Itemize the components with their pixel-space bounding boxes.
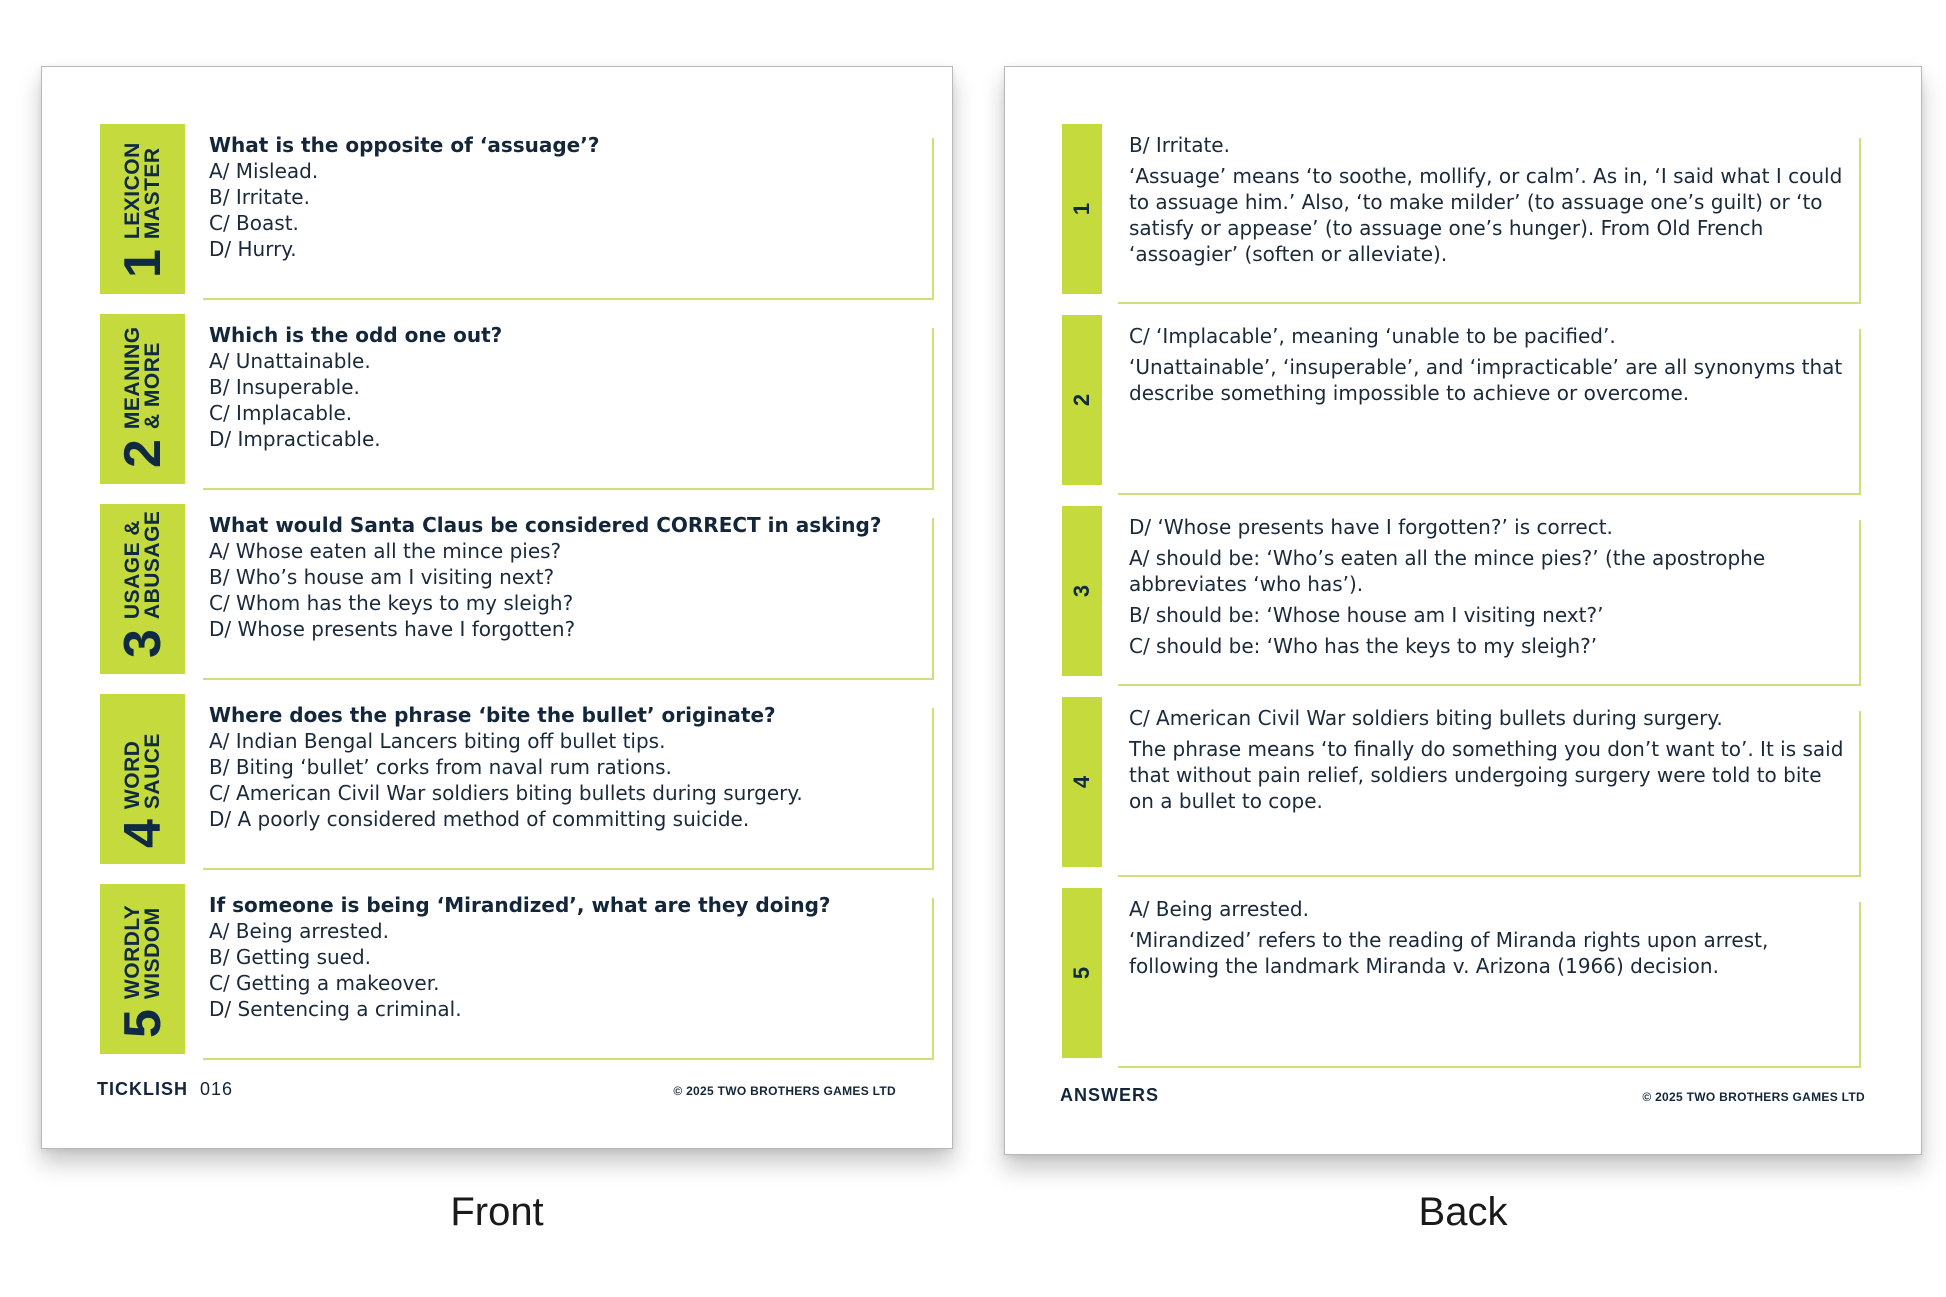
- answer-explanation: C/ should be: ‘Who has the keys to my sleigh?’: [1129, 634, 1598, 658]
- answer-number: 3: [1069, 584, 1094, 598]
- card-code: 016: [200, 1079, 234, 1099]
- answers-label: ANSWERS: [1060, 1085, 1160, 1105]
- answer-row: [1005, 831, 1921, 1021]
- option-b: B/ Irritate.: [209, 185, 310, 209]
- category-label: MEANING & MORE: [120, 326, 164, 430]
- question-number: 1: [113, 249, 172, 278]
- question-number: 3: [113, 629, 172, 658]
- option-c: C/ Whom has the keys to my sleigh?: [209, 591, 574, 615]
- answer-text: D/ ‘Whose presents have I forgotten?’ is correct.: [1129, 515, 1613, 539]
- option-a: A/ Being arrested.: [209, 919, 389, 943]
- back-caption: Back: [1418, 1190, 1508, 1234]
- question-block: [209, 322, 909, 452]
- option-b: B/ Who’s house am I visiting next?: [209, 565, 555, 589]
- option-d: D/ Hurry.: [209, 237, 297, 261]
- category-tag: [100, 884, 185, 1054]
- answer-block: [1129, 896, 1844, 984]
- option-a: A/ Mislead.: [209, 159, 319, 183]
- answer-row: [1005, 67, 1921, 266]
- option-c: C/ Boast.: [209, 211, 299, 235]
- question-text: Where does the phrase ‘bite the bullet’ originate?: [209, 703, 776, 727]
- front-caption: Front: [450, 1190, 544, 1234]
- answer-explanation: ‘Mirandized’ refers to the reading of Miranda rights upon arrest, following the landmark Miranda v. Arizona (1966) decision.: [1129, 928, 1769, 978]
- question-row: [42, 67, 952, 278]
- option-a: A/ Whose eaten all the mince pies?: [209, 539, 562, 563]
- question-text: What is the opposite of ‘assuage’?: [209, 133, 600, 157]
- option-c: C/ Getting a makeover.: [209, 971, 440, 995]
- answer-text: C/ American Civil War soldiers biting bullets during surgery.: [1129, 706, 1723, 730]
- answer-number: 5: [1069, 966, 1094, 980]
- answer-explanation: ‘Unattainable’, ‘insuperable’, and ‘impracticable’ are all synonyms that describe something impossible to achieve or overcome.: [1129, 355, 1843, 405]
- question-block: [209, 512, 909, 642]
- answer-number: 1: [1069, 202, 1094, 216]
- option-a: A/ Unattainable.: [209, 349, 371, 373]
- question-number: 4: [113, 819, 172, 848]
- category-label: WORDLY WISDOM: [120, 904, 164, 1000]
- question-block: [209, 892, 909, 1022]
- copyright: © 2025 TWO BROTHERS GAMES LTD: [1642, 1090, 1865, 1104]
- question-block: [209, 702, 909, 832]
- answer-block: [1129, 705, 1844, 819]
- answer-explanation: The phrase means ‘to finally do something you don’t want to’. It is said that without pain relief, soldiers undergoing surgery were told to bite on a bullet to cope.: [1129, 737, 1844, 813]
- category-label: LEXICON MASTER: [120, 142, 164, 240]
- answer-text: C/ ‘Implacable’, meaning ‘unable to be pacified’.: [1129, 324, 1616, 348]
- answer-text: B/ Irritate.: [1129, 133, 1230, 157]
- back-card: [1004, 66, 1922, 1155]
- brand-name: TICKLISH: [97, 1079, 188, 1099]
- answer-row: [1005, 640, 1921, 830]
- option-d: D/ A poorly considered method of committing suicide.: [209, 807, 750, 831]
- option-b: B/ Biting ‘bullet’ corks from naval rum rations.: [209, 755, 672, 779]
- brand-footer: [97, 1079, 233, 1100]
- question-text: Which is the odd one out?: [209, 323, 503, 347]
- answer-row: [1005, 258, 1921, 448]
- answer-explanation: A/ should be: ‘Who’s eaten all the mince pies?’ (the apostrophe abbreviates ‘who has’).: [1129, 546, 1766, 596]
- question-row: [42, 827, 952, 1038]
- answer-explanation: B/ should be: ‘Whose house am I visiting next?’: [1129, 603, 1604, 627]
- answer-text: A/ Being arrested.: [1129, 897, 1309, 921]
- option-a: A/ Indian Bengal Lancers biting off bullet tips.: [209, 729, 666, 753]
- answer-row: [1005, 449, 1921, 658]
- category-label: USAGE & ABUSAGE: [120, 510, 164, 620]
- question-number: 2: [113, 439, 172, 468]
- option-d: D/ Whose presents have I forgotten?: [209, 617, 576, 641]
- copyright: © 2025 TWO BROTHERS GAMES LTD: [673, 1084, 896, 1098]
- question-row: [42, 637, 952, 848]
- answer-block: [1129, 323, 1844, 411]
- category-label: WORD SAUCE: [120, 733, 164, 810]
- front-card: [41, 66, 953, 1149]
- question-block: [209, 132, 909, 262]
- question-row: [42, 257, 952, 468]
- answer-block: [1129, 132, 1844, 272]
- option-c: C/ American Civil War soldiers biting bullets during surgery.: [209, 781, 803, 805]
- question-row: [42, 447, 952, 658]
- answer-number: 2: [1069, 393, 1094, 407]
- question-text: What would Santa Claus be considered CORRECT in asking?: [209, 513, 882, 537]
- answer-explanation: ‘Assuage’ means ‘to soothe, mollify, or calm’. As in, ‘I said what I could to assuage him.’ Also, ‘to make milder’ (to assuage one’s guilt) or ‘to satisfy or appease’ (to assuage one’s hunger). From Old French ‘assoagier’ (soften or alleviate).: [1129, 164, 1843, 266]
- option-c: C/ Implacable.: [209, 401, 353, 425]
- option-b: B/ Insuperable.: [209, 375, 360, 399]
- answer-tag: [1062, 888, 1102, 1058]
- option-b: B/ Getting sued.: [209, 945, 372, 969]
- question-text: If someone is being ‘Mirandized’, what are they doing?: [209, 893, 831, 917]
- question-number: 5: [113, 1009, 172, 1038]
- option-d: D/ Impracticable.: [209, 427, 381, 451]
- answer-number: 4: [1069, 775, 1094, 789]
- option-d: D/ Sentencing a criminal.: [209, 997, 462, 1021]
